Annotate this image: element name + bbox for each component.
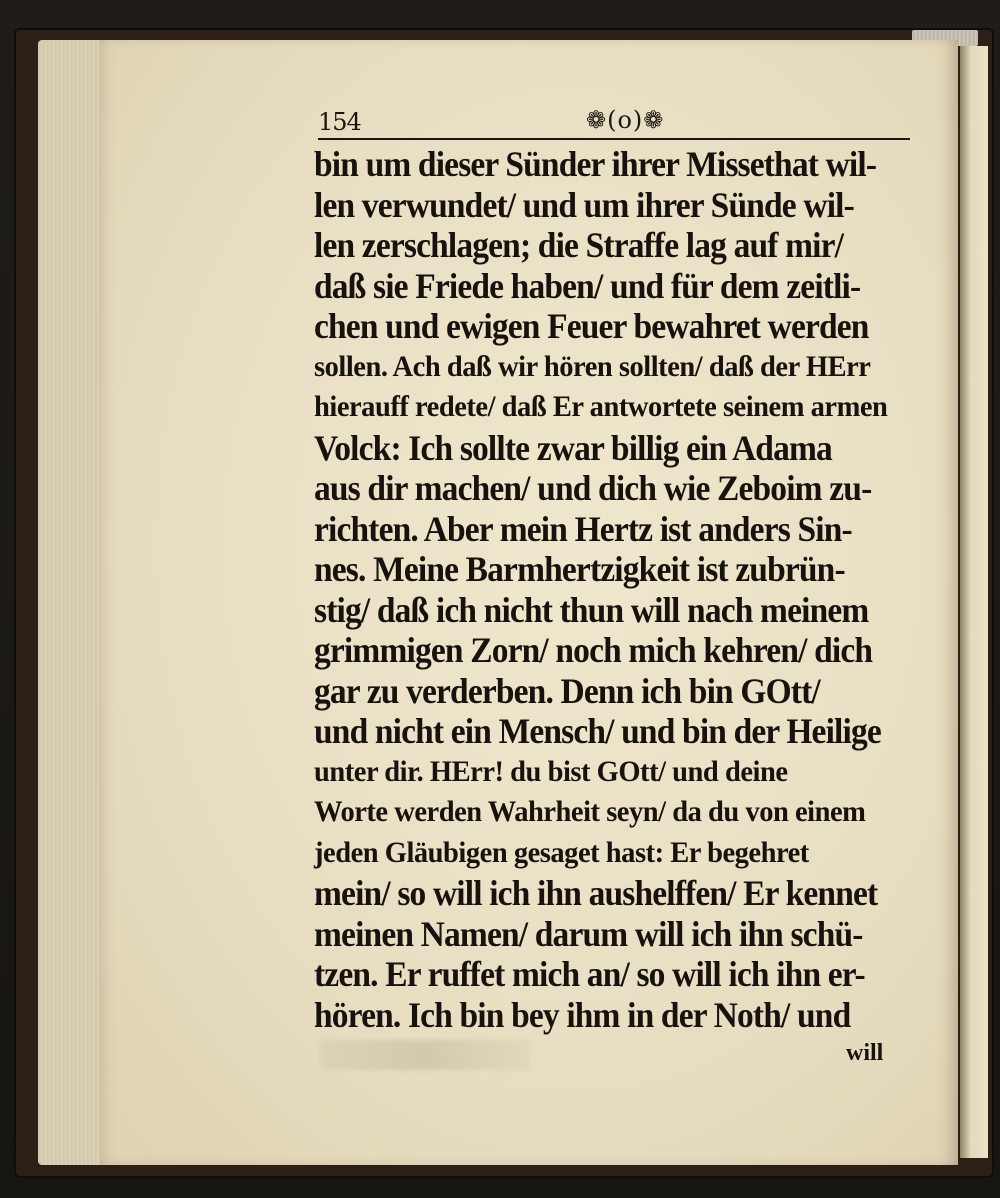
body-text bbox=[314, 144, 914, 1035]
text-line: hierauff redete/ daß Er antwortete seinem armen bbox=[314, 390, 888, 423]
facing-page-edge bbox=[960, 46, 988, 1158]
text-line: grimmigen Zorn/ noch mich kehren/ dich bbox=[314, 630, 873, 670]
text-line: gar zu verderben. Denn ich bin GOtt/ bbox=[314, 670, 820, 711]
text-line: und nicht ein Mensch/ und bin der Heilige bbox=[314, 711, 881, 751]
text-line: aus dir machen/ und dich wie Zeboim zu- bbox=[314, 468, 872, 508]
text-line: mein/ so will ich ihn aushelffen/ Er kennet bbox=[314, 873, 878, 913]
text-line: sollen. Ach daß wir hören sollten/ daß der HErr bbox=[314, 349, 871, 383]
text-line: daß sie Friede haben/ und für dem zeitli- bbox=[314, 265, 861, 306]
text-line: bin um dieser Sünder ihrer Missethat wil- bbox=[314, 144, 877, 184]
text-line: nes. Meine Barmhertzigkeit ist zubrün- bbox=[314, 549, 845, 589]
text-line: Worte werden Wahrheit seyn/ da du von einem bbox=[314, 795, 866, 828]
text-line: Volck: Ich sollte zwar billig ein Adama bbox=[314, 427, 832, 468]
text-line: stig/ daß ich nicht thun will nach meinem bbox=[314, 589, 869, 630]
text-line: hören. Ich bin bey ihm in der Noth/ und bbox=[314, 994, 851, 1035]
text-line: chen und ewigen Feuer bewahret werden bbox=[314, 306, 869, 346]
header-rule bbox=[318, 138, 910, 140]
text-line: unter dir. HErr! du bist GOtt/ und deine bbox=[314, 754, 788, 788]
page-header bbox=[318, 102, 908, 142]
text-line: len zerschlagen; die Straffe lag auf mir/ bbox=[314, 225, 844, 265]
header-ornament: ❁(o)❁ bbox=[586, 106, 665, 134]
text-line: meinen Namen/ darum will ich ihn schü- bbox=[314, 913, 863, 954]
show-through-bleed bbox=[320, 1040, 530, 1070]
text-line: len verwundet/ und um ihrer Sünde wil- bbox=[314, 184, 854, 225]
text-line: richten. Aber mein Hertz ist anders Sin- bbox=[314, 508, 852, 549]
text-line: jeden Gläubigen gesaget hast: Er begehret bbox=[314, 835, 809, 869]
page-number: 154 bbox=[318, 108, 361, 136]
catchword: will bbox=[846, 1040, 884, 1066]
text-line: tzen. Er ruffet mich an/ so will ich ihn er- bbox=[314, 954, 865, 994]
